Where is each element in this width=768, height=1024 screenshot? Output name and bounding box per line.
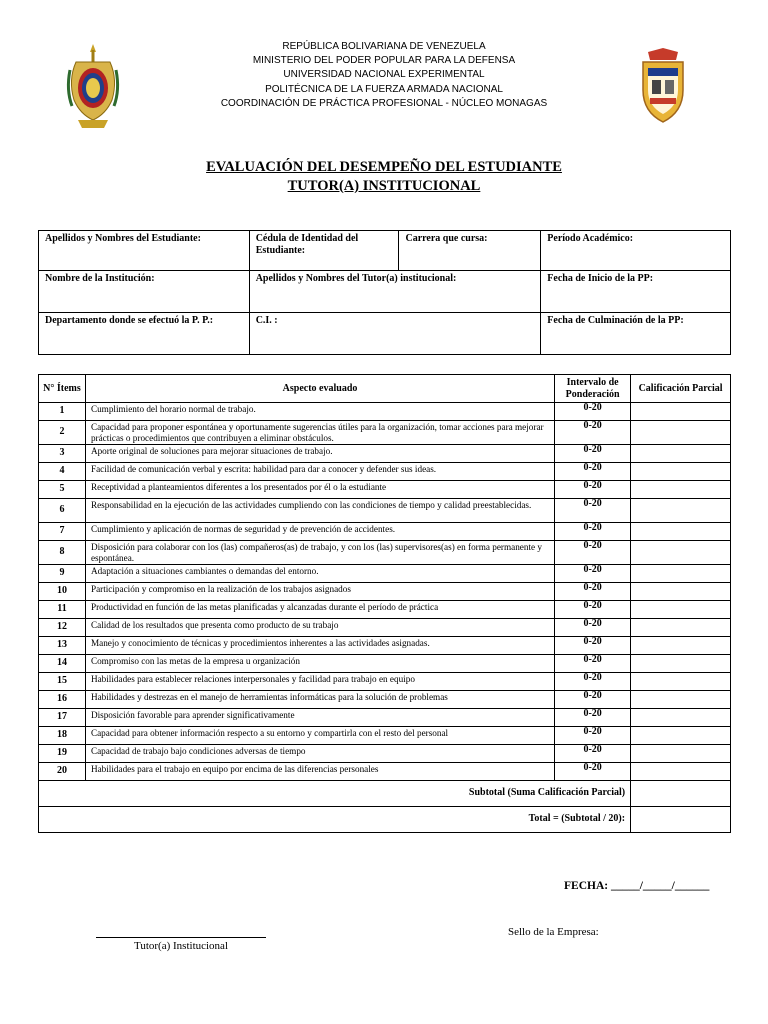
item-number: 10: [39, 583, 86, 601]
table-row: [39, 673, 731, 691]
range-value: 0-20: [555, 499, 631, 523]
aspect-text: Disposición favorable para aprender significativamente: [85, 709, 554, 727]
department-field[interactable]: Departamento donde se efectuó la P. P.:: [39, 313, 250, 355]
aspect-text: Facilidad de comunicación verbal y escrita: habilidad para dar a conocer y defender sus ideas.: [85, 463, 554, 481]
partial-score-cell[interactable]: [631, 619, 731, 637]
header-line-1: REPÚBLICA BOLIVARIANA DE VENEZUELA: [282, 41, 486, 52]
student-name-field[interactable]: Apellidos y Nombres del Estudiante:: [39, 231, 250, 271]
item-number: 11: [39, 601, 86, 619]
partial-score-cell[interactable]: [631, 565, 731, 583]
partial-score-cell[interactable]: [631, 709, 731, 727]
partial-score-cell[interactable]: [631, 463, 731, 481]
partial-score-cell[interactable]: [631, 421, 731, 445]
evaluation-rows: [39, 403, 731, 781]
total-label: Total = (Subtotal / 20):: [39, 807, 631, 833]
partial-score-cell[interactable]: [631, 673, 731, 691]
table-row: [39, 523, 731, 541]
items-column-header: N° Ítems: [39, 375, 86, 403]
partial-score-cell[interactable]: [631, 637, 731, 655]
table-row: [39, 637, 731, 655]
aspect-text: Compromiso con las metas de la empresa u organización: [85, 655, 554, 673]
form-title-line-2: TUTOR(A) INSTITUCIONAL: [287, 178, 481, 194]
table-row: [39, 727, 731, 745]
range-value: 0-20: [555, 691, 631, 709]
id-card-field[interactable]: Cédula de Identidad del Estudiante:: [249, 231, 399, 271]
range-value: 0-20: [555, 541, 631, 565]
range-value: 0-20: [555, 745, 631, 763]
institution-header: [160, 40, 608, 111]
header-line-2: MINISTERIO DEL PODER POPULAR PARA LA DEFENSA: [252, 55, 516, 67]
table-row: [39, 463, 731, 481]
signature-line: [96, 937, 266, 938]
partial-score-cell[interactable]: [631, 583, 731, 601]
range-value: 0-20: [555, 763, 631, 781]
partial-score-cell[interactable]: [631, 403, 731, 421]
range-column-header: Intervalo de Ponderación: [555, 375, 631, 403]
aspect-text: Cumplimiento del horario normal de trabajo.: [85, 403, 554, 421]
aspect-text: Manejo y conocimiento de técnicas y procedimientos inherentes a las actividades asignadas.: [85, 637, 554, 655]
table-row: [39, 655, 731, 673]
item-number: 14: [39, 655, 86, 673]
range-value: 0-20: [555, 481, 631, 499]
student-info-table: [38, 230, 731, 355]
aspect-text: Disposición para colaborar con los (las) compañeros(as) de trabajo, y con los (las) supervisores(as) en forma permanente y espontánea.: [85, 541, 554, 565]
table-row: [39, 709, 731, 727]
range-value: 0-20: [555, 445, 631, 463]
item-number: 6: [39, 499, 86, 523]
partial-score-cell[interactable]: [631, 601, 731, 619]
aspect-text: Capacidad para obtener información respecto a su entorno y compartirla con el resto del personal: [85, 727, 554, 745]
item-number: 8: [39, 541, 86, 565]
aspect-text: Responsabilidad en la ejecución de las actividades cumpliendo con las condiciones de tiempo y calidad preestablecidas.: [85, 499, 554, 523]
item-number: 1: [39, 403, 86, 421]
table-row: [39, 619, 731, 637]
score-column-header: Calificación Parcial: [631, 375, 731, 403]
partial-score-cell[interactable]: [631, 523, 731, 541]
evaluation-table: [38, 374, 731, 833]
header-line-3: UNIVERSIDAD NACIONAL EXPERIMENTAL: [283, 69, 485, 81]
aspect-text: Adaptación a situaciones cambiantes o demandas del entorno.: [85, 565, 554, 583]
aspect-text: Capacidad de trabajo bajo condiciones adversas de tiempo: [85, 745, 554, 763]
table-row: [39, 541, 731, 565]
aspect-text: Participación y compromiso en la realización de los trabajos asignados: [85, 583, 554, 601]
table-row: [39, 583, 731, 601]
form-title-line-1: EVALUACIÓN DEL DESEMPEÑO DEL ESTUDIANTE: [206, 159, 562, 175]
aspect-text: Habilidades para establecer relaciones interpersonales y facilidad para trabajo en equipo: [85, 673, 554, 691]
item-number: 15: [39, 673, 86, 691]
partial-score-cell[interactable]: [631, 763, 731, 781]
item-number: 20: [39, 763, 86, 781]
subtotal-cell[interactable]: [631, 781, 731, 807]
period-field[interactable]: Período Académico:: [541, 231, 731, 271]
institution-field[interactable]: Nombre de la Institución:: [39, 271, 250, 313]
table-row: [39, 481, 731, 499]
partial-score-cell[interactable]: [631, 727, 731, 745]
table-row: [39, 499, 731, 523]
form-title: [0, 158, 768, 196]
table-row: [39, 565, 731, 583]
item-number: 3: [39, 445, 86, 463]
item-number: 5: [39, 481, 86, 499]
aspect-text: Habilidades y destrezas en el manejo de herramientas informáticas para la solución de problemas: [85, 691, 554, 709]
start-date-field[interactable]: Fecha de Inicio de la PP:: [541, 271, 731, 313]
range-value: 0-20: [555, 727, 631, 745]
aspect-column-header: Aspecto evaluado: [85, 375, 554, 403]
partial-score-cell[interactable]: [631, 655, 731, 673]
range-value: 0-20: [555, 619, 631, 637]
header-line-4: POLITÉCNICA DE LA FUERZA ARMADA NACIONAL: [265, 83, 503, 95]
header-line-5: COORDINACIÓN DE PRÁCTICA PROFESIONAL - NÚCLEO MONAGAS: [220, 97, 548, 109]
company-seal-label: Sello de la Empresa:: [508, 926, 599, 938]
range-value: 0-20: [555, 583, 631, 601]
partial-score-cell[interactable]: [631, 499, 731, 523]
table-row: [39, 403, 731, 421]
aspect-text: Productividad en función de las metas planificadas y alcanzadas durante el período de práctica: [85, 601, 554, 619]
range-value: 0-20: [555, 523, 631, 541]
university-shield-icon: [638, 48, 688, 124]
table-row: [39, 445, 731, 463]
range-value: 0-20: [555, 637, 631, 655]
total-cell[interactable]: [631, 807, 731, 833]
table-row: [39, 745, 731, 763]
aspect-text: Receptividad a planteamientos diferentes a los presentados por él o la estudiante: [85, 481, 554, 499]
item-number: 4: [39, 463, 86, 481]
partial-score-cell[interactable]: [631, 481, 731, 499]
item-number: 17: [39, 709, 86, 727]
date-field[interactable]: FECHA: _____/_____/______: [564, 880, 710, 892]
partial-score-cell[interactable]: [631, 745, 731, 763]
tutor-signature-label: Tutor(a) Institucional: [134, 940, 228, 952]
table-row: [39, 421, 731, 445]
end-date-field[interactable]: Fecha de Culminación de la PP:: [541, 313, 731, 355]
subtotal-label: Subtotal (Suma Calificación Parcial): [39, 781, 631, 807]
range-value: 0-20: [555, 403, 631, 421]
range-value: 0-20: [555, 673, 631, 691]
table-row: [39, 601, 731, 619]
tutor-ci-field[interactable]: C.I. :: [249, 313, 541, 355]
aspect-text: Capacidad para proponer espontánea y oportunamente sugerencias útiles para la organización, tomar acciones para mejorar prácticas o procedimientos que contribuyen a eliminar obstáculos.: [85, 421, 554, 445]
aspect-text: Habilidades para el trabajo en equipo por encima de las diferencias personales: [85, 763, 554, 781]
partial-score-cell[interactable]: [631, 691, 731, 709]
table-row: [39, 691, 731, 709]
tutor-name-field[interactable]: Apellidos y Nombres del Tutor(a) institucional:: [249, 271, 541, 313]
partial-score-cell[interactable]: [631, 541, 731, 565]
range-value: 0-20: [555, 565, 631, 583]
coat-of-arms-icon: [64, 40, 122, 132]
item-number: 19: [39, 745, 86, 763]
item-number: 7: [39, 523, 86, 541]
item-number: 18: [39, 727, 86, 745]
range-value: 0-20: [555, 463, 631, 481]
aspect-text: Cumplimiento y aplicación de normas de seguridad y de prevención de accidentes.: [85, 523, 554, 541]
range-value: 0-20: [555, 421, 631, 445]
item-number: 9: [39, 565, 86, 583]
range-value: 0-20: [555, 709, 631, 727]
item-number: 12: [39, 619, 86, 637]
item-number: 13: [39, 637, 86, 655]
aspect-text: Calidad de los resultados que presenta como producto de su trabajo: [85, 619, 554, 637]
range-value: 0-20: [555, 655, 631, 673]
item-number: 16: [39, 691, 86, 709]
table-row: [39, 763, 731, 781]
partial-score-cell[interactable]: [631, 445, 731, 463]
range-value: 0-20: [555, 601, 631, 619]
aspect-text: Aporte original de soluciones para mejorar situaciones de trabajo.: [85, 445, 554, 463]
item-number: 2: [39, 421, 86, 445]
career-field[interactable]: Carrera que cursa:: [399, 231, 541, 271]
